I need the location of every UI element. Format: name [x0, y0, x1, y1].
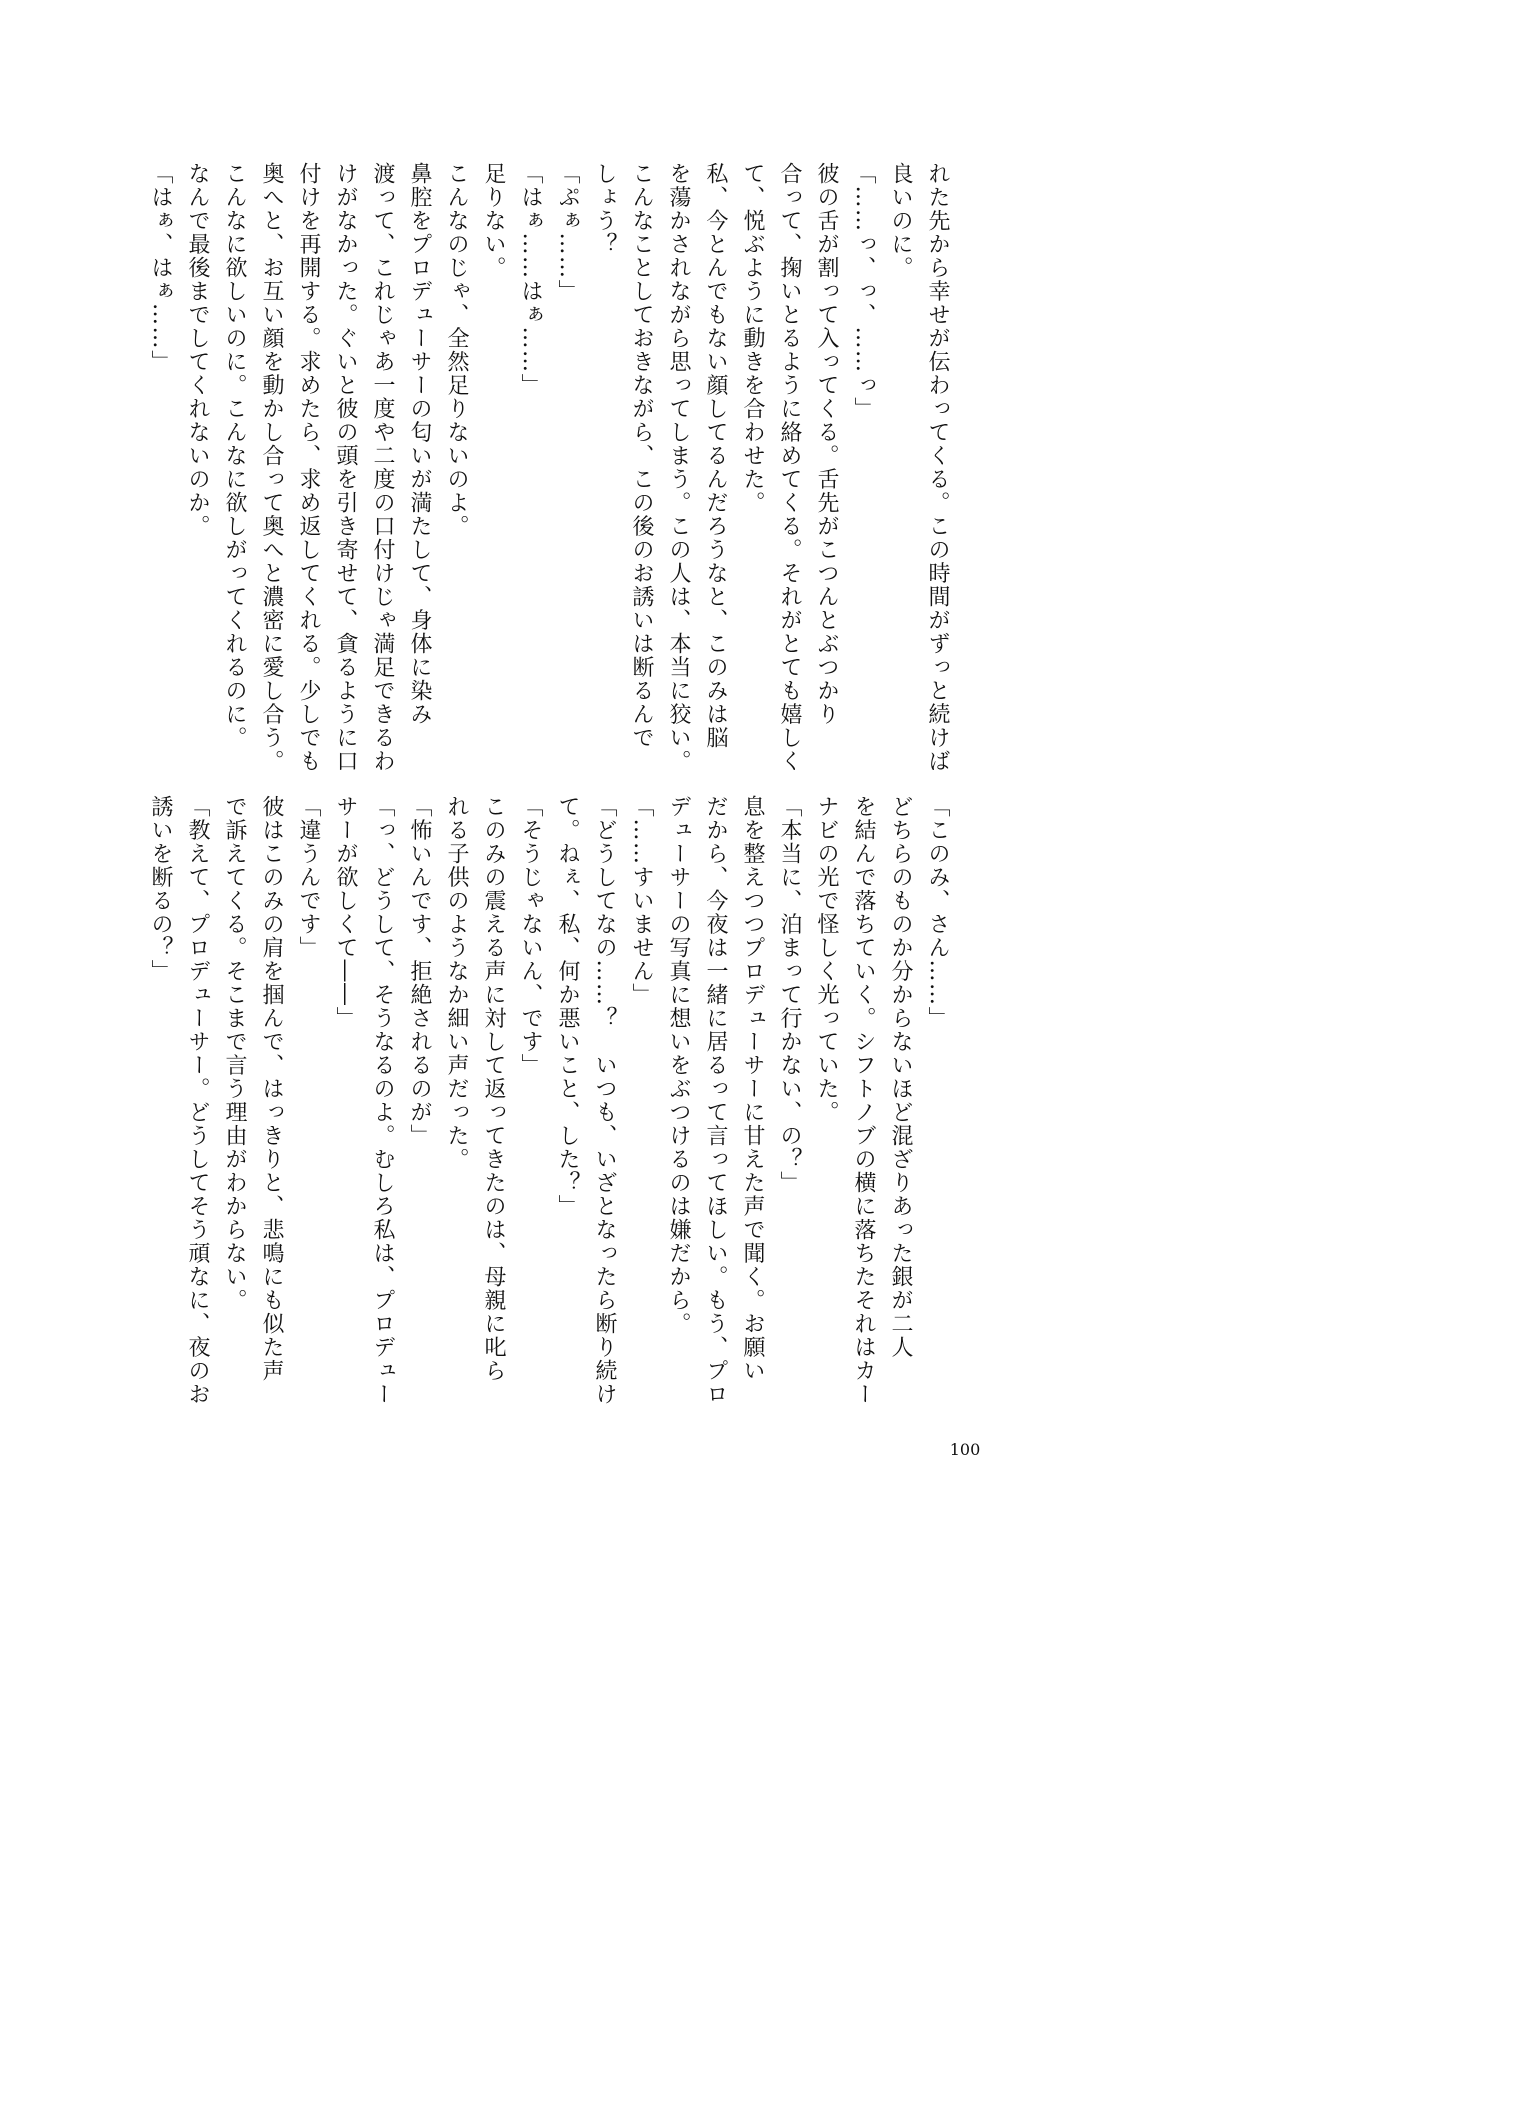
- text-line: 「教えて、プロデューサー。どうしてそう頑なに、夜のお: [185, 795, 210, 1406]
- text-line: こんなのじゃ、全然足りないのよ。: [444, 162, 469, 538]
- text-line: 「っ、どうして、そうなるのよ。むしろ私は、プロデュー: [370, 795, 395, 1406]
- text-line: 「……っ、っ、……っ」: [851, 162, 876, 421]
- text-line: 彼の舌が割って入ってくる。舌先がこつんとぶつかり: [814, 162, 839, 726]
- text-line: 「怖いんです、拒絶されるのが」: [407, 795, 432, 1148]
- text-line: しょう？: [592, 162, 617, 256]
- text-line: なんで最後までしてくれないのか。: [185, 162, 210, 538]
- text-line: 足りない。: [481, 162, 506, 280]
- text-line: 「そうじゃないん、です」: [518, 795, 543, 1077]
- text-line: で訴えてくる。そこまで言う理由がわからない。: [222, 795, 247, 1312]
- text-line: こんなに欲しいのに。こんなに欲しがってくれるのに。: [222, 162, 247, 750]
- text-line: 「はぁ、はぁ……」: [148, 162, 173, 374]
- text-line: 付けを再開する。求めたら、求め返してくれる。少しでも: [296, 162, 321, 773]
- text-block-bottom: [142, 795, 956, 1406]
- text-line: 「どうしてなの……？ いつも、いざとなったら断り続け: [592, 795, 617, 1406]
- text-line: どちらのものか分からないほど混ざりあった銀が二人: [888, 795, 913, 1359]
- text-line: 誘いを断るの？」: [148, 795, 173, 983]
- text-line: れた先から幸せが伝わってくる。この時間がずっと続けば: [925, 162, 950, 773]
- text-line: 彼はこのみの肩を掴んで、はっきりと、悲鳴にも似た声: [259, 795, 284, 1383]
- text-line: 渡って、これじゃあ一度や二度の口付けじゃ満足できるわ: [370, 162, 395, 773]
- text-line: けがなかった。ぐいと彼の頭を引き寄せて、貪るように口: [333, 162, 358, 773]
- text-line: を蕩かされながら思ってしまう。この人は、本当に狡い。: [666, 162, 691, 773]
- text-line: 鼻腔をプロデューサーの匂いが満たして、身体に染み: [407, 162, 432, 726]
- text-line: 「本当に、泊まって行かない、の？」: [777, 795, 802, 1195]
- text-line: だから、今夜は一緒に居るって言ってほしい。もう、プロ: [703, 795, 728, 1406]
- text-line: デューサーの写真に想いをぶつけるのは嫌だから。: [666, 795, 691, 1336]
- text-line: 奥へと、お互い顔を動かし合って奥へと濃密に愛し合う。: [259, 162, 284, 773]
- text-line: 合って、掬いとるように絡めてくる。それがとても嬉しく: [777, 162, 802, 773]
- text-line: を結んで落ちていく。シフトノブの横に落ちたそれはカー: [851, 795, 876, 1406]
- text-line: 「……すいません」: [629, 795, 654, 1007]
- text-line: ナビの光で怪しく光っていた。: [814, 795, 839, 1124]
- text-line: 私、今とんでもない顔してるんだろうなと、このみは脳: [703, 162, 728, 750]
- text-line: 「違うんです」: [296, 795, 321, 960]
- text-block-top: [142, 162, 956, 773]
- text-line: 良いのに。: [888, 162, 913, 280]
- text-line: こんなことしておきながら、この後のお誘いは断るんで: [629, 162, 654, 750]
- text-line: 息を整えつつプロデューサーに甘えた声で聞く。お願い: [740, 795, 765, 1383]
- text-line: て。ねぇ、私、何か悪いこと、した？」: [555, 795, 580, 1218]
- text-line: 「このみ、さん……」: [925, 795, 950, 1030]
- text-line: このみの震える声に対して返ってきたのは、母親に叱ら: [481, 795, 506, 1383]
- text-line: サーが欲しくて――」: [333, 795, 358, 1030]
- text-line: て、悦ぶように動きを合わせた。: [740, 162, 765, 515]
- text-line: 「はぁ……はぁ……」: [518, 162, 543, 397]
- text-line: れる子供のようなか細い声だった。: [444, 795, 469, 1171]
- text-line: 「ぷぁ……」: [555, 162, 580, 303]
- page-number: 100: [949, 1440, 981, 1459]
